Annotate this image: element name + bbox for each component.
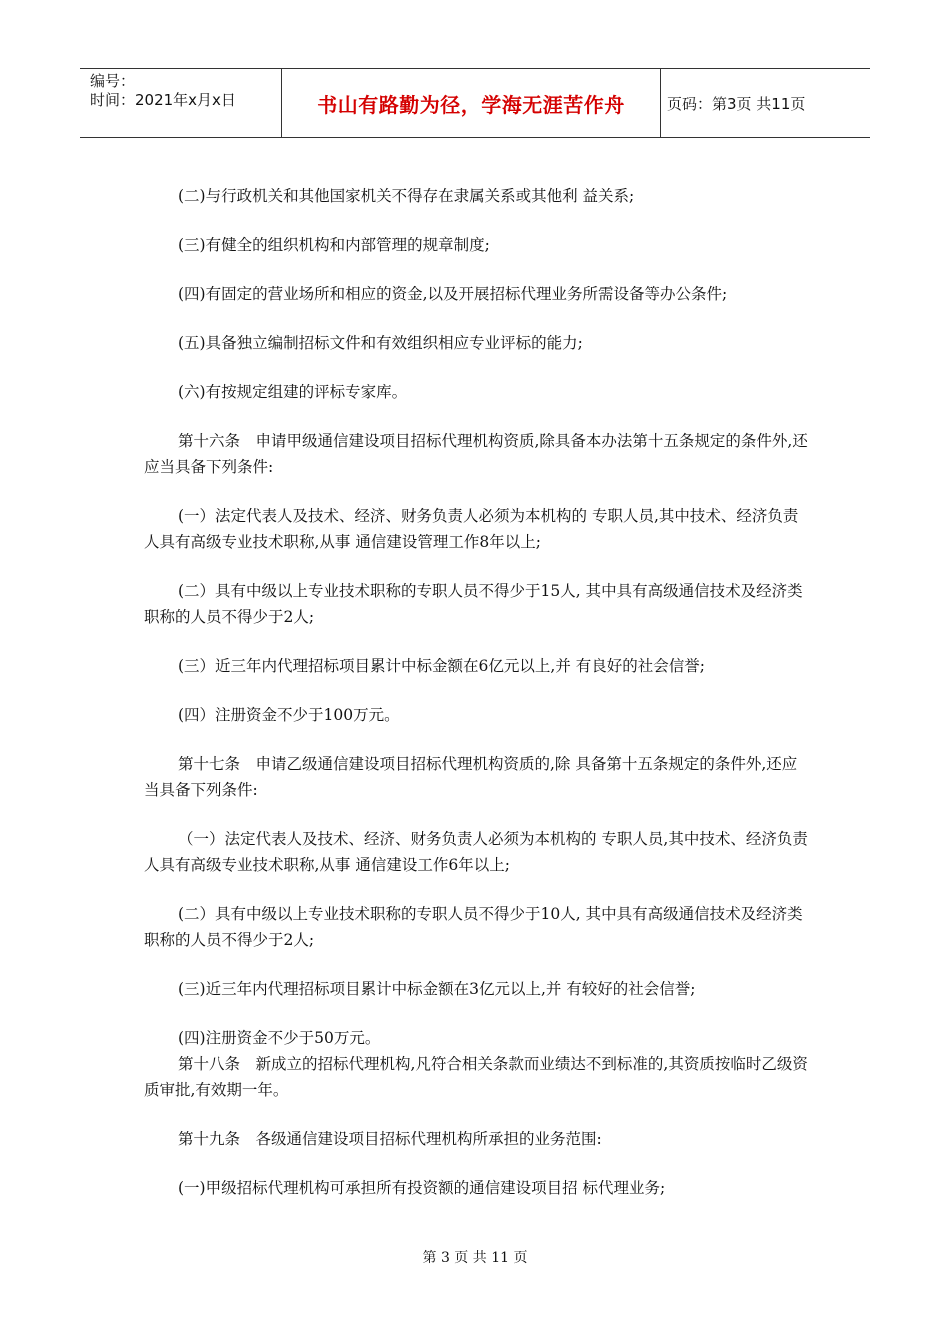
article-17: 第十七条 申请乙级通信建设项目招标代理机构资质的,除 具备第十五条规定的条件外,还应当具备下列条件: (144, 755, 798, 799)
paragraph: (二）具有中级以上专业技术职称的专职人员不得少于15人, 其中具有高级通信技术及经济类职称的人员不得少于2人; (144, 582, 803, 626)
document-body (144, 183, 812, 1224)
paragraph: （一）法定代表人及技术、经济、财务负责人必须为本机构的 专职人员,其中技术、经济负责人具有高级专业技术职称,从事 通信建设工作6年以上; (144, 830, 808, 874)
page-header (80, 68, 870, 138)
paragraph: (一）法定代表人及技术、经济、财务负责人必须为本机构的 专职人员,其中技术、经济负责人具有高级专业技术职称,从事 通信建设管理工作8年以上; (144, 507, 799, 551)
document-number-label: 编号： (90, 72, 136, 90)
page-footer: 第 3 页 共 11 页 (422, 1250, 528, 1266)
article-16: 第十六条 申请甲级通信建设项目招标代理机构资质,除具备本办法第十五条规定的条件外,还应当具备下列条件: (144, 432, 808, 476)
paragraph: (三)有健全的组织机构和内部管理的规章制度; (178, 236, 490, 254)
paragraph: (三)近三年内代理招标项目累计中标金额在3亿元以上,并 有较好的社会信誉; (178, 980, 696, 998)
paragraph: (六)有按规定组建的评标专家库。 (178, 383, 408, 401)
article-19: 第十九条 各级通信建设项目招标代理机构所承担的业务范围: (178, 1130, 602, 1148)
paragraph: (三）近三年内代理招标项目累计中标金额在6亿元以上,并 有良好的社会信誉; (178, 657, 705, 675)
header-page-number: 页码：第3页 共11页 (667, 94, 806, 113)
header-motto: 书山有路勤为径，学海无涯苦作舟 (282, 69, 661, 137)
header-meta (80, 69, 282, 137)
paragraph: (四)有固定的营业场所和相应的资金,以及开展招标代理业务所需设备等办公条件; (178, 285, 728, 303)
article-18: 第十八条 新成立的招标代理机构,凡符合相关条款而业绩达不到标准的,其资质按临时乙级资质审批,有效期一年。 (144, 1055, 808, 1099)
paragraph: (二)与行政机关和其他国家机关不得存在隶属关系或其他利 益关系; (178, 187, 635, 205)
paragraph: (四)注册资金不少于50万元。 (178, 1029, 381, 1047)
paragraph: (一)甲级招标代理机构可承担所有投资额的通信建设项目招 标代理业务; (178, 1179, 666, 1197)
paragraph: (五)具备独立编制招标文件和有效组织相应专业评标的能力; (178, 334, 583, 352)
paragraph: (二）具有中级以上专业技术职称的专职人员不得少于10人, 其中具有高级通信技术及经济类职称的人员不得少于2人; (144, 905, 803, 949)
document-time-label: 时间：2021年x月x日 (90, 91, 236, 109)
paragraph: (四）注册资金不少于100万元。 (178, 706, 400, 724)
